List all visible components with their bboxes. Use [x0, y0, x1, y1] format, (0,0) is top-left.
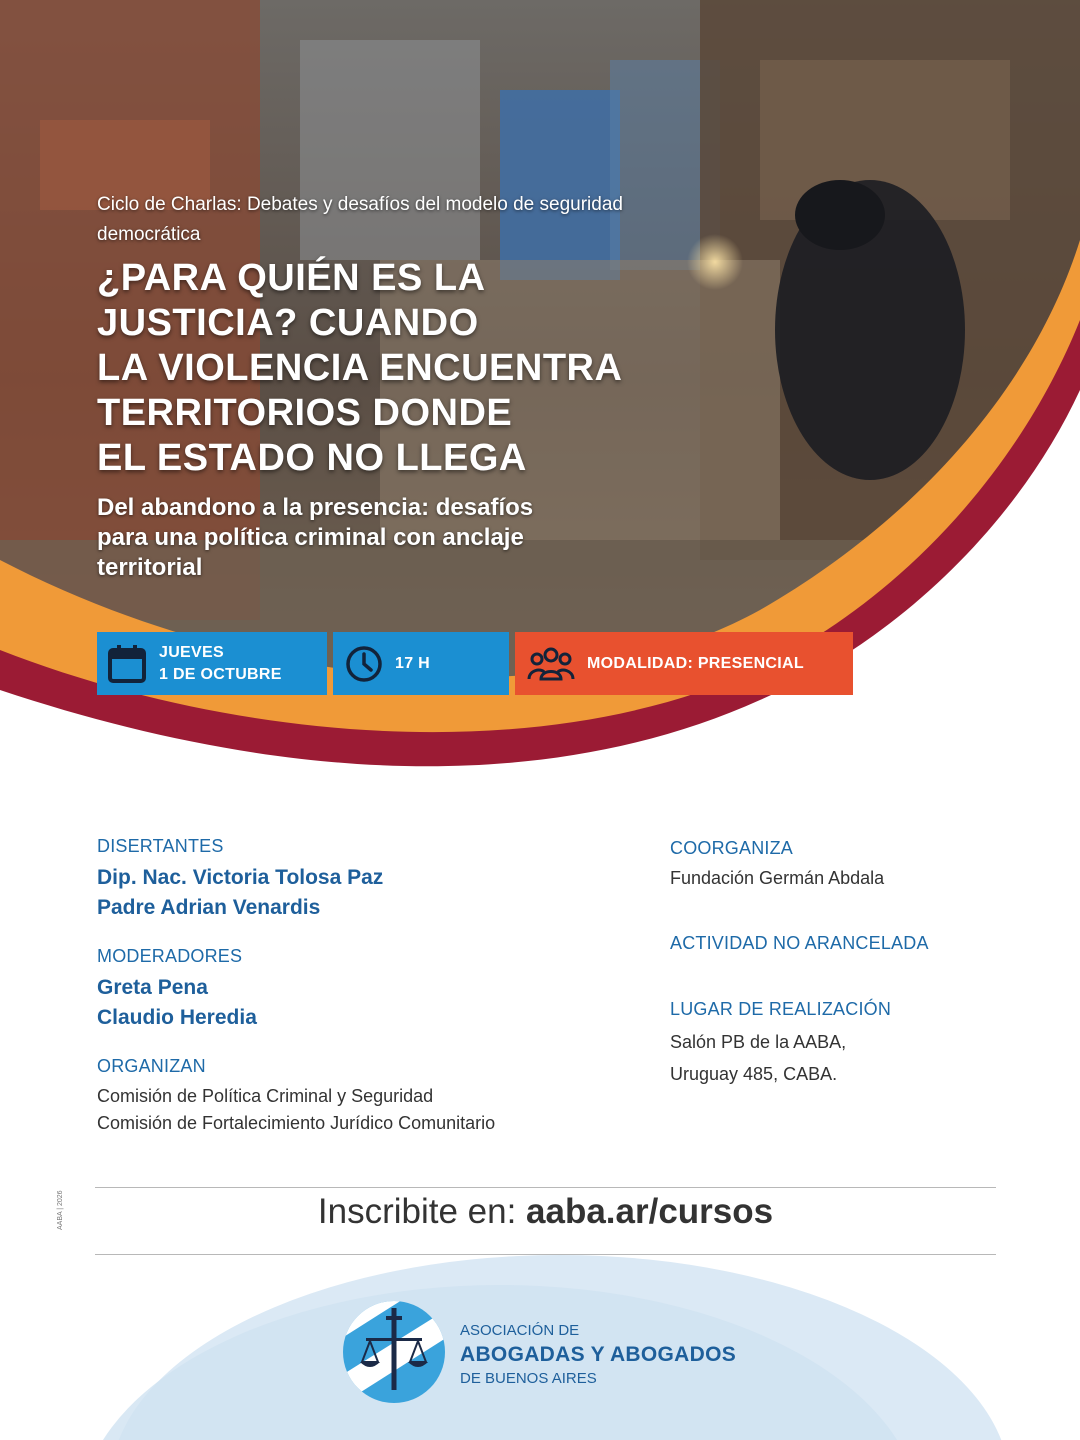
people-icon [527, 646, 575, 682]
speaker-name: Dip. Nac. Victoria Tolosa Paz [97, 866, 384, 889]
clock-icon [345, 645, 383, 683]
moderator-name: Claudio Heredia [97, 1006, 257, 1029]
speaker-name: Padre Adrian Venardis [97, 896, 321, 919]
event-mode: MODALIDAD: PRESENCIAL [587, 654, 804, 672]
org-name-line: ASOCIACIÓN DE [460, 1322, 580, 1339]
moderators-label: MODERADORES [97, 946, 243, 966]
date-badge [97, 632, 327, 695]
organizer-name: Comisión de Política Criminal y Seguridad [97, 1086, 434, 1106]
aaba-logo-icon [342, 1300, 446, 1404]
event-day: JUEVES [159, 643, 224, 661]
headline-line: LA VIOLENCIA ENCUENTRA [97, 347, 623, 389]
venue-label: LUGAR DE REALIZACIÓN [670, 999, 892, 1019]
moderator-name: Greta Pena [97, 976, 208, 999]
hero-text [97, 190, 657, 583]
moderators-list [97, 973, 617, 1033]
org-name-line: ABOGADAS Y ABOGADOS [460, 1343, 737, 1366]
headline-line: ¿PARA QUIÉN ES LA [97, 257, 486, 299]
organization-name [460, 1320, 736, 1390]
headline-line: JUSTICIA? CUANDO [97, 302, 479, 344]
main-headline [97, 256, 637, 481]
signup-prefix: Inscribite en: [317, 1192, 527, 1231]
modality-badge [515, 632, 853, 695]
headline-line: EL ESTADO NO LLEGA [97, 437, 527, 479]
side-note: AABA | 2026 [57, 1190, 64, 1230]
participants-column [97, 833, 617, 1137]
divider-top [95, 1187, 996, 1188]
subtitle: Del abandono a la presencia: desafíos para una política criminal con anclaje territorial [97, 494, 534, 581]
venue-address [670, 1026, 1000, 1090]
event-date: 1 DE OCTUBRE [159, 665, 282, 683]
venue-line: Salón PB de la AABA, [670, 1032, 847, 1052]
info-column [670, 835, 1000, 1090]
signup-line [95, 1192, 996, 1232]
signup-url[interactable]: aaba.ar/cursos [526, 1192, 774, 1231]
organizer-name: Comisión de Fortalecimiento Jurídico Comunitario [97, 1113, 496, 1133]
series-title: Ciclo de Charlas: Debates y desafíos del modelo de seguridad democrática [97, 194, 623, 245]
headline-line: TERRITORIOS DONDE [97, 392, 513, 434]
speakers-label: DISERTANTES [97, 836, 224, 856]
calendar-icon [107, 644, 147, 684]
venue-line: Uruguay 485, CABA. [670, 1064, 838, 1084]
time-badge [333, 632, 509, 695]
coorganizer-label: COORGANIZA [670, 838, 794, 858]
organizers-list [97, 1083, 617, 1137]
coorganizer-value: Fundación Germán Abdala [670, 868, 885, 888]
event-time: 17 H [395, 654, 430, 672]
organizers-label: ORGANIZAN [97, 1056, 206, 1076]
fee-label: ACTIVIDAD NO ARANCELADA [670, 933, 929, 953]
speakers-list [97, 863, 617, 923]
org-name-line: DE BUENOS AIRES [460, 1370, 597, 1387]
